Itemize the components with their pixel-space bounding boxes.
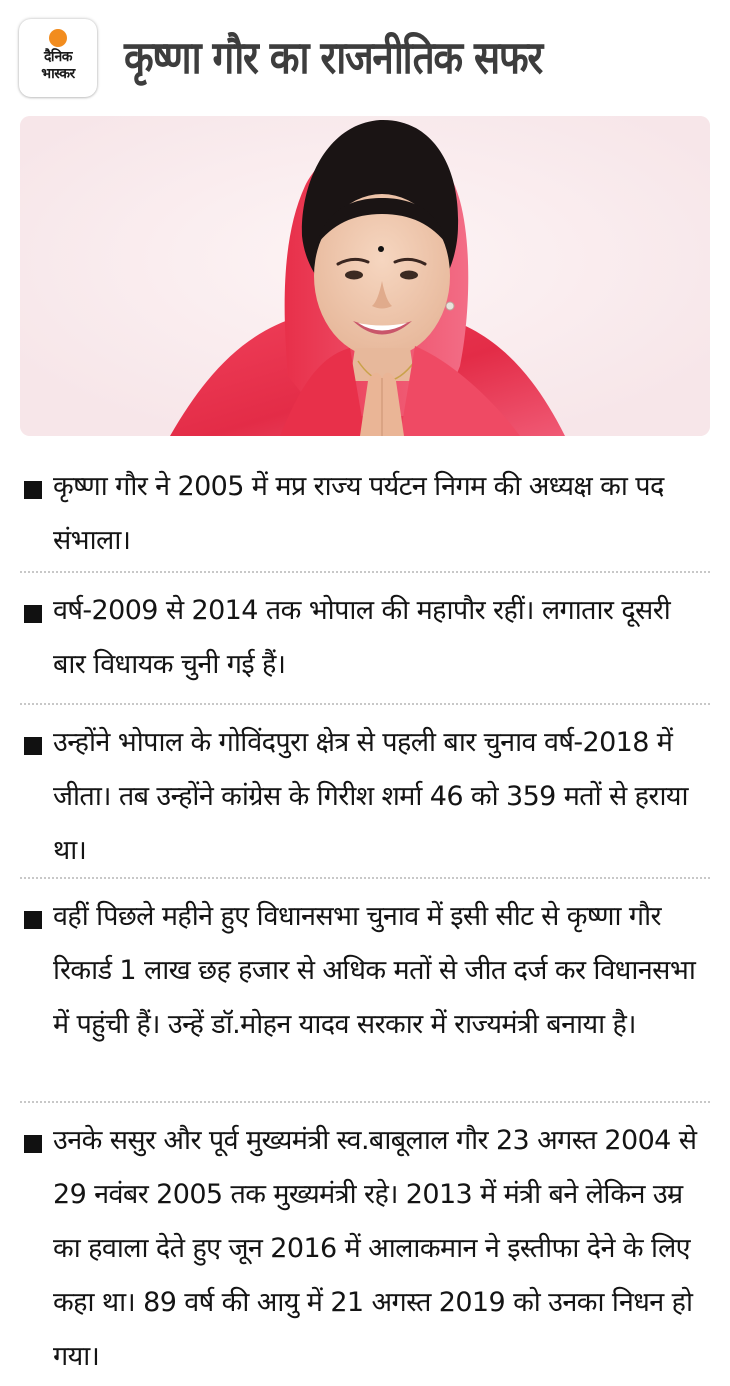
portrait-illustration: [20, 116, 710, 436]
square-bullet-icon: [24, 1135, 42, 1153]
page-title: कृष्णा गौर का राजनीतिक सफर: [124, 31, 542, 84]
point-text: उनके ससुर और पूर्व मुख्यमंत्री स्व.बाबूलाल गौर 23 अगस्त 2004 से 29 नवंबर 2005 तक मुख्यमंत्री रहे। 2013 में मंत्री बने लेकिन उम्र का हवाला देते हुए जून 2016 में आलाकमान ने इस्तीफा देने के लिए कहा था। 89 वर्ष की आयु में 21 अगस्त 2019 को उनका निधन हो गया।: [53, 1125, 697, 1372]
square-bullet-icon: [24, 911, 42, 929]
sun-icon: [49, 29, 67, 47]
portrait-photo: [20, 116, 710, 436]
dainik-bhaskar-logo: [19, 19, 97, 97]
point-item: [20, 705, 710, 877]
point-text: उन्होंने भोपाल के गोविंदपुरा क्षेत्र से पहली बार चुनाव वर्ष-2018 में जीता। तब उन्होंने कांग्रेस के गिरीश शर्मा 46 को 359 मतों से हराया था।: [53, 727, 688, 866]
point-item: [20, 460, 710, 571]
square-bullet-icon: [24, 481, 42, 499]
point-text: वहीं पिछले महीने हुए विधानसभा चुनाव में इसी सीट से कृष्णा गौर रिकार्ड 1 लाख छह हजार से अधिक मतों से जीत दर्ज कर विधानसभा में पहुंची हैं। उन्हें डॉ.मोहन यादव सरकार में राज्यमंत्री बनाया है।: [53, 901, 696, 1040]
point-item: [20, 1103, 710, 1386]
logo-text-line1: दैनिक: [43, 49, 73, 65]
point-item: [20, 879, 710, 1101]
political-journey-points: [20, 460, 710, 1386]
logo-text-line2: भास्कर: [41, 66, 75, 82]
square-bullet-icon: [24, 737, 42, 755]
square-bullet-icon: [24, 605, 42, 623]
point-text: वर्ष-2009 से 2014 तक भोपाल की महापौर रहीं। लगातार दूसरी बार विधायक चुनी गई हैं।: [53, 595, 671, 680]
point-item: [20, 573, 710, 703]
header: [0, 0, 730, 110]
point-text: कृष्णा गौर ने 2005 में मप्र राज्य पर्यटन निगम की अध्यक्ष का पद संभाला।: [53, 471, 664, 556]
